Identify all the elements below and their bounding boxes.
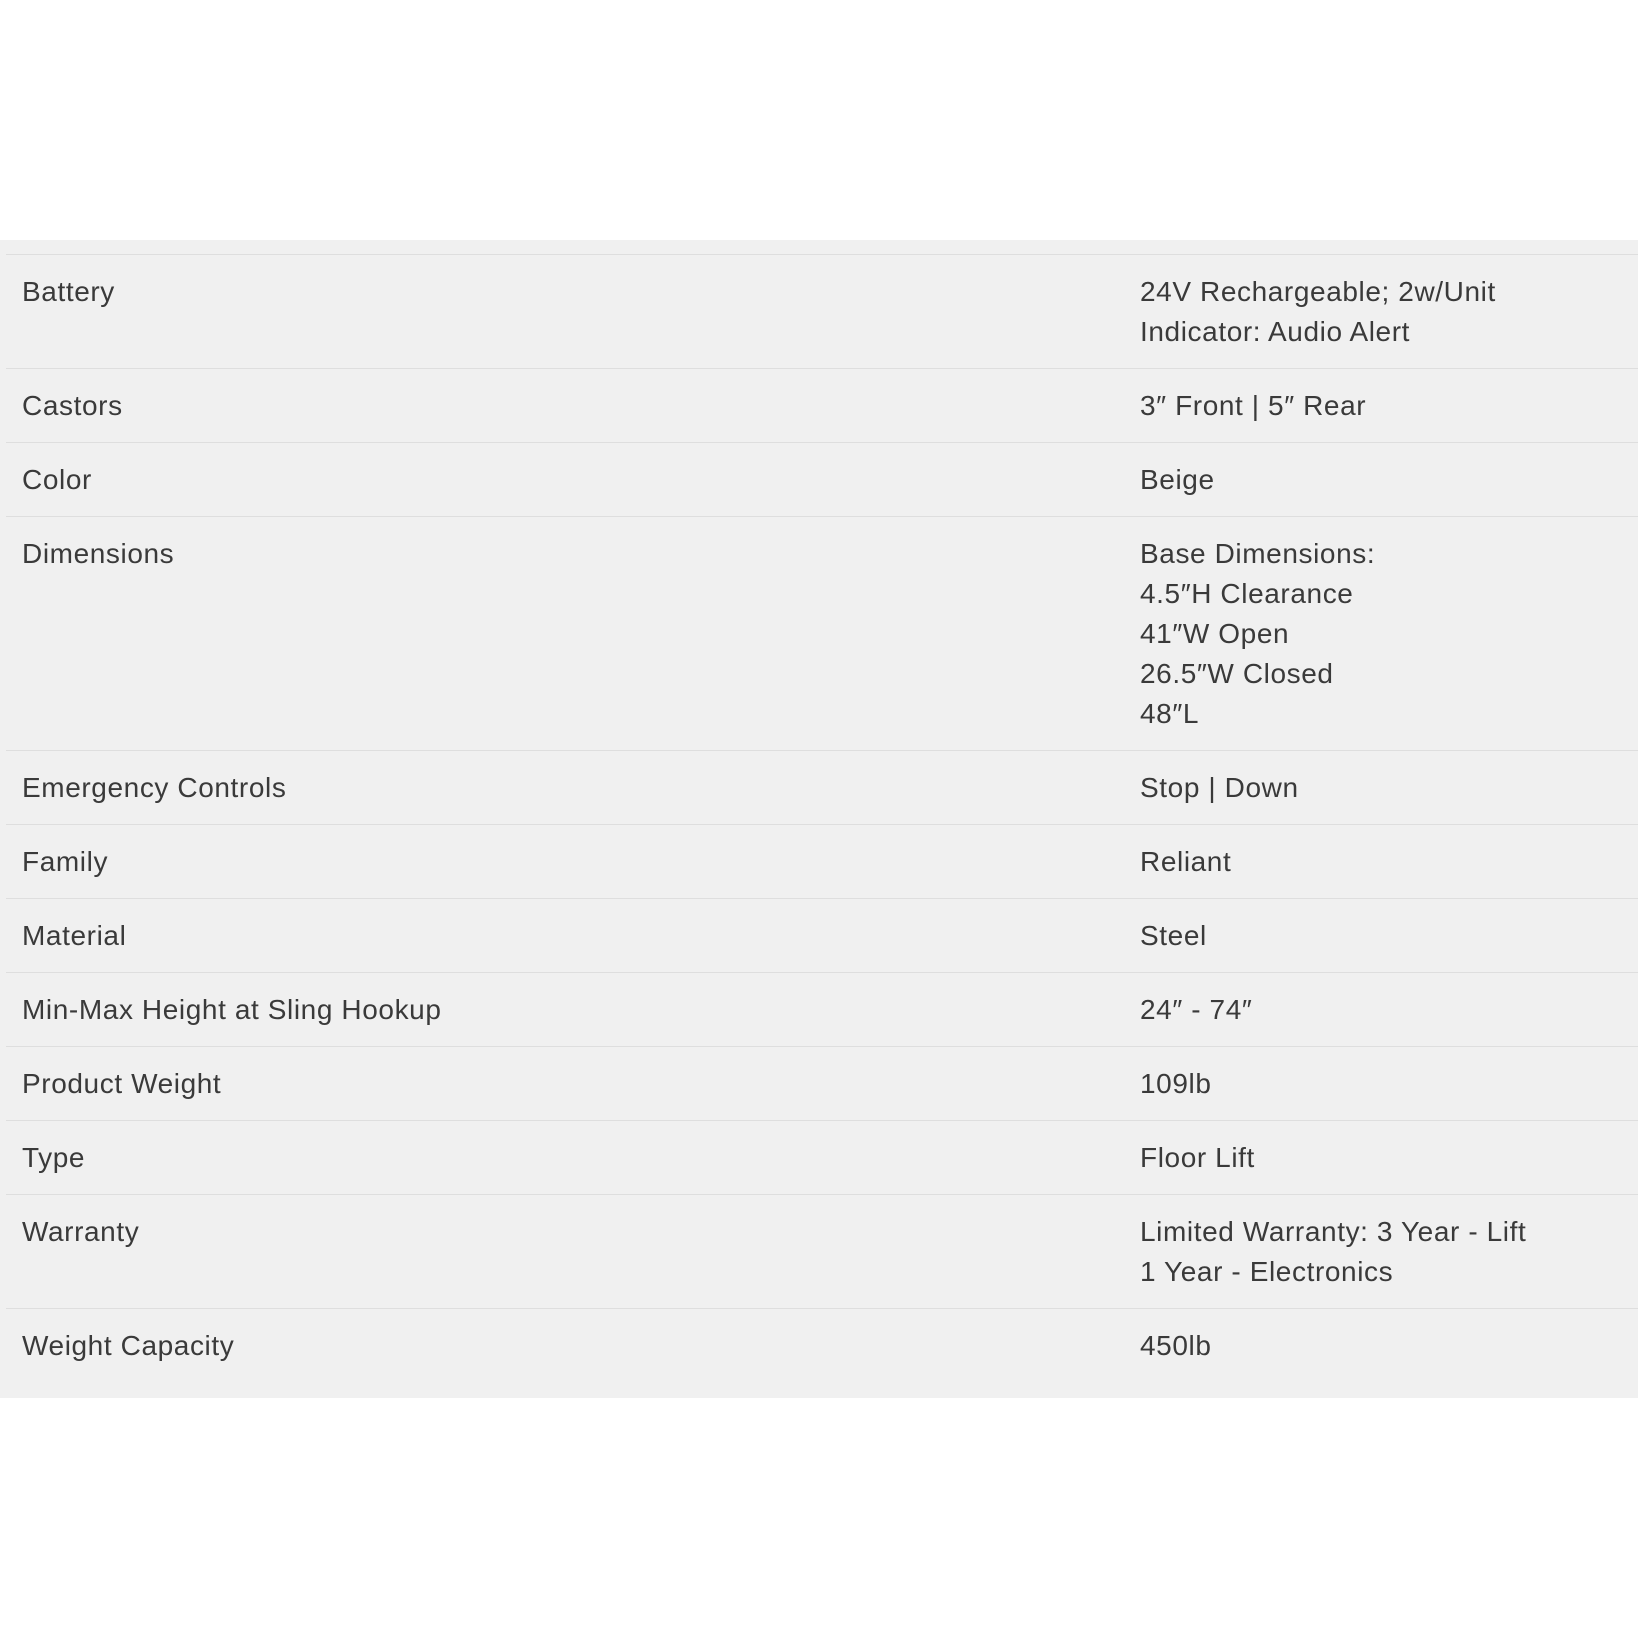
spec-value: Beige xyxy=(1140,464,1215,495)
spec-row-emergency-controls xyxy=(6,751,1638,825)
spec-value: 450lb xyxy=(1140,1330,1212,1361)
spec-value: 24V Rechargeable; 2w/Unit Indicator: Audio Alert xyxy=(1140,276,1496,347)
spec-row-battery xyxy=(6,255,1638,369)
spec-value: Floor Lift xyxy=(1140,1142,1255,1173)
specifications-panel xyxy=(0,240,1638,1398)
spec-row-family xyxy=(6,825,1638,899)
spec-value: Limited Warranty: 3 Year - Lift 1 Year - Electronics xyxy=(1140,1216,1527,1287)
spec-label: Family xyxy=(22,846,109,877)
spec-label: Material xyxy=(22,920,127,951)
spec-row-color xyxy=(6,443,1638,517)
spec-row-type xyxy=(6,1121,1638,1195)
spec-label: Emergency Controls xyxy=(22,772,287,803)
spec-value: 109lb xyxy=(1140,1068,1212,1099)
spec-row-dimensions xyxy=(6,517,1638,751)
spec-label: Battery xyxy=(22,276,115,307)
spec-value: Stop | Down xyxy=(1140,772,1299,803)
spec-label: Min-Max Height at Sling Hookup xyxy=(22,994,442,1025)
spec-row-weight-capacity xyxy=(6,1309,1638,1382)
spec-value: 3″ Front | 5″ Rear xyxy=(1140,390,1367,421)
spec-value: Base Dimensions: 4.5″H Clearance 41″W Open 26.5″W Closed 48″L xyxy=(1140,538,1376,729)
spec-label: Product Weight xyxy=(22,1068,222,1099)
spec-value: Steel xyxy=(1140,920,1207,951)
spec-value: 24″ - 74″ xyxy=(1140,994,1253,1025)
spec-label: Color xyxy=(22,464,92,495)
spec-label: Weight Capacity xyxy=(22,1330,235,1361)
spec-label: Warranty xyxy=(22,1216,140,1247)
spec-label: Castors xyxy=(22,390,123,421)
spec-row-product-weight xyxy=(6,1047,1638,1121)
specifications-table xyxy=(6,254,1638,1382)
spec-row-warranty xyxy=(6,1195,1638,1309)
spec-row-castors xyxy=(6,369,1638,443)
spec-value: Reliant xyxy=(1140,846,1232,877)
spec-row-material xyxy=(6,899,1638,973)
spec-row-min-max-height xyxy=(6,973,1638,1047)
spec-label: Type xyxy=(22,1142,86,1173)
spec-label: Dimensions xyxy=(22,538,175,569)
